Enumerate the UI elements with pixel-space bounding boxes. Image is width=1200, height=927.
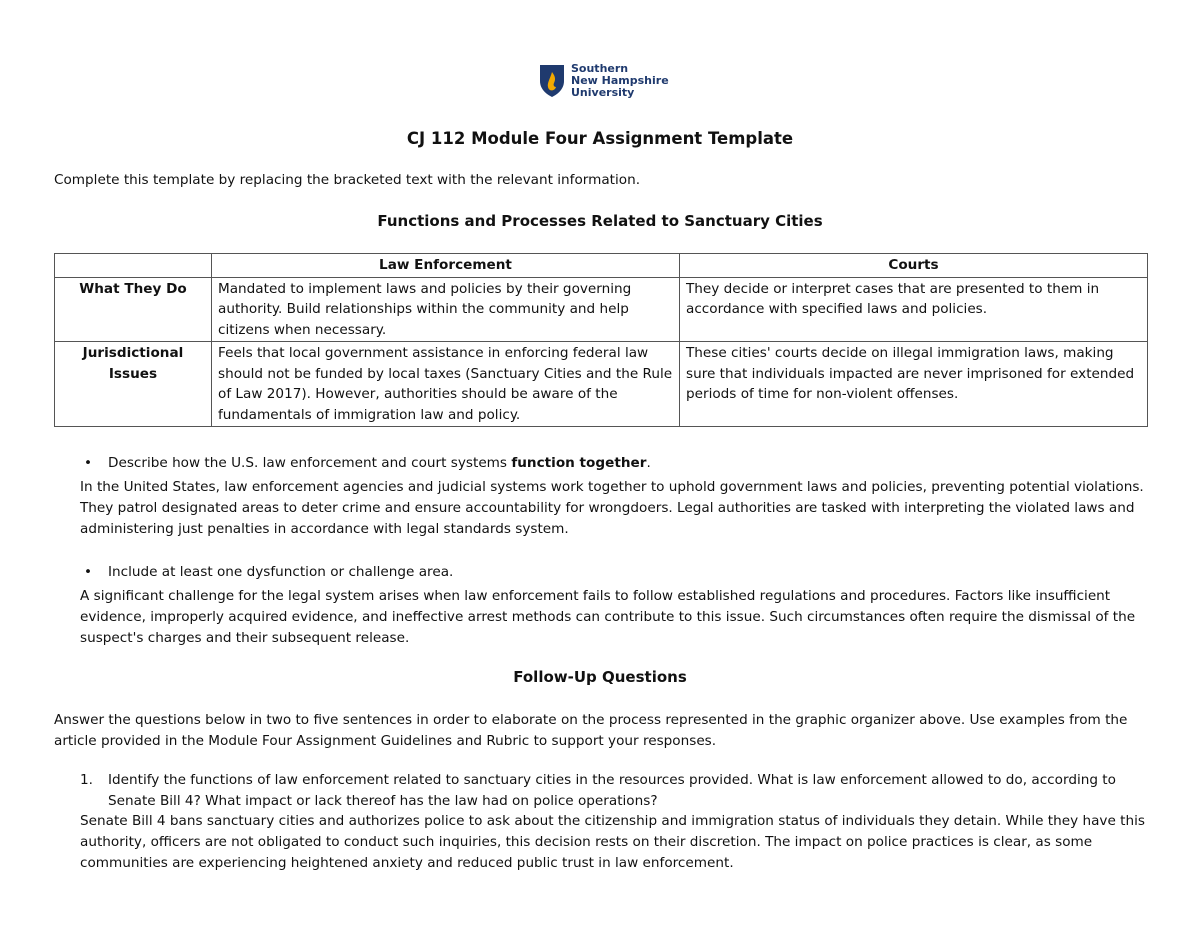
- answer-dysfunction: A significant challenge for the legal system arises when law enforcement fails to follow established regulations and procedures. Factors like insufficient evidence, improperly acquired evidence, and ineffective arrest methods can contribute to this issue. Such circumstances often require the dismissal of the suspect's charges and their subsequent release.: [80, 588, 1136, 646]
- bullet-describe-text-bold: function together: [511, 455, 647, 471]
- bullet-dot-icon: •: [84, 564, 93, 580]
- logo-line-1: Southern: [571, 62, 629, 75]
- table-corner-cell: [55, 254, 212, 278]
- bullet-dot-icon: •: [84, 455, 93, 471]
- question-1-text: Identify the functions of law enforcement related to sanctuary cities in the resources provided. What is law enforcement allowed to do, according to Senate Bill 4? What impact or lack thereof has the law had on police operations?: [108, 772, 1116, 809]
- functions-table: [54, 253, 1148, 427]
- bullet-describe: [84, 455, 651, 471]
- table-row: [55, 342, 1148, 427]
- bullet-dysfunction-text: Include at least one dysfunction or challenge area.: [108, 564, 454, 580]
- row-header-what-they-do: What They Do: [55, 277, 212, 342]
- snhu-logo: [539, 63, 669, 99]
- followup-intro-text: Answer the questions below in two to five sentences in order to elaborate on the process represented in the graphic organizer above. Use examples from the article provided in the Module Four Assignment Guidelines and Rubric to support your responses.: [54, 712, 1128, 749]
- bullet-describe-text-start: Describe how the U.S. law enforcement and court systems: [108, 455, 512, 471]
- question-1: [80, 770, 1146, 811]
- document-title: CJ 112 Module Four Assignment Template: [406, 129, 794, 148]
- cell-law-what-they-do: Mandated to implement laws and policies by their governing authority. Build relationships within the community and help citizens when necessary.: [212, 277, 680, 342]
- answer-question-1: Senate Bill 4 bans sanctuary cities and authorizes police to ask about the citizenship and immigration status of individuals they detain. While they have this authority, officers are not obligated to conduct such inquiries, this decision rests on their discretion. The impact on police practices is clear, as some communities are experiencing heightened anxiety and reduced public trust in law enforcement.: [80, 813, 1145, 871]
- question-1-number: 1.: [80, 772, 93, 788]
- row-header-jurisdictional-issues: Jurisdictional Issues: [55, 342, 212, 427]
- logo-line-2: New Hampshire: [571, 74, 669, 87]
- cell-courts-jurisdictional: These cities' courts decide on illegal immigration laws, making sure that individuals impacted are never imprisoned for extended periods of time for non-violent offenses.: [680, 342, 1148, 427]
- bullet-dysfunction: [84, 564, 453, 580]
- col-header-law-enforcement: Law Enforcement: [212, 254, 680, 278]
- logo-wordmark: [571, 63, 669, 99]
- table-row: [55, 277, 1148, 342]
- section-title-functions: Functions and Processes Related to Sanctuary Cities: [377, 212, 823, 230]
- bullet-describe-text-end: .: [646, 455, 651, 471]
- cell-courts-what-they-do: They decide or interpret cases that are presented to them in accordance with specified laws and policies.: [680, 277, 1148, 342]
- col-header-courts: Courts: [680, 254, 1148, 278]
- table-header-row: [55, 254, 1148, 278]
- section-title-followup: Follow-Up Questions: [513, 668, 687, 686]
- logo-line-3: University: [571, 86, 635, 99]
- shield-flame-icon: [539, 64, 565, 98]
- bullet-describe-text: [108, 455, 651, 471]
- answer-function-together: In the United States, law enforcement agencies and judicial systems work together to uphold government laws and policies, preventing potential violations. They patrol designated areas to deter crime and ensure accountability for wrongdoers. Legal authorities are tasked with interpreting the violated laws and administering just penalties in accordance with legal standards system.: [80, 479, 1144, 537]
- cell-law-jurisdictional: Feels that local government assistance in enforcing federal law should not be funded by local taxes (Sanctuary Cities and the Rule of Law 2017). However, authorities should be aware of the fundamentals of immigration law and policy.: [212, 342, 680, 427]
- instructions-text: Complete this template by replacing the bracketed text with the relevant information.: [54, 172, 641, 188]
